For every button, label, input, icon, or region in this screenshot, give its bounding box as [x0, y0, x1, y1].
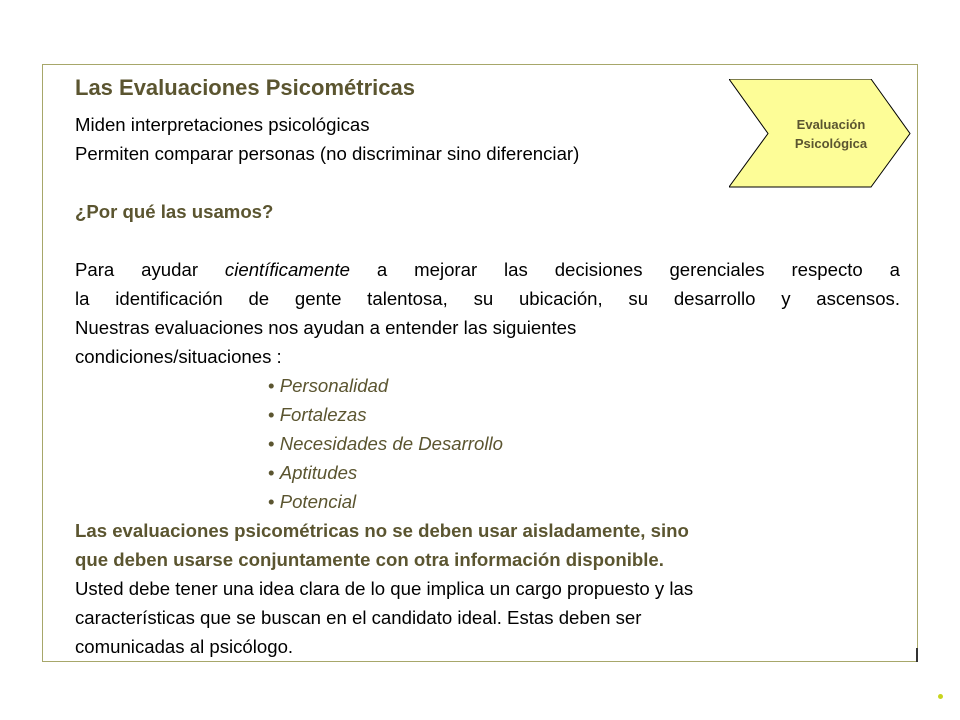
condition-item: • Potencial — [268, 487, 900, 516]
closing-line-1: Usted debe tener una idea clara de lo que implica un cargo propuesto y las — [75, 578, 694, 599]
warning-line-2: que deben usarse conjuntamente con otra información disponible. — [75, 549, 664, 570]
condition-item: • Fortalezas — [268, 400, 900, 429]
frame-corner-mark — [916, 648, 918, 662]
badge-line-1: Evaluación — [796, 116, 866, 132]
condition-item: • Necesidades de Desarrollo — [268, 429, 900, 458]
purpose-emphasis: científicamente — [224, 259, 350, 280]
purpose-line-3: Nuestras evaluaciones nos ayudan a entender las siguientes — [75, 317, 577, 338]
closing-line-2: características que se buscan en el candidato ideal. Estas deben ser — [75, 607, 642, 628]
condition-item: • Aptitudes — [268, 458, 900, 487]
purpose-suffix: a mejorar las decisiones gerenciales respecto a — [349, 259, 900, 280]
question-text: ¿Por qué las usamos? — [75, 201, 274, 222]
closing-line-3: comunicadas al psicólogo. — [75, 636, 294, 657]
purpose-line-4: condiciones/situaciones : — [75, 346, 282, 367]
spacer — [75, 226, 900, 255]
intro-line-2: Permiten comparar personas (no discriminar sino diferenciar) — [75, 143, 580, 164]
conditions-list — [75, 371, 900, 516]
purpose-line-1 — [75, 255, 900, 284]
badge-line-2: Psicológica — [794, 135, 868, 151]
intro-line-1: Miden interpretaciones psicológicas — [75, 114, 370, 135]
condition-item: • Personalidad — [268, 371, 900, 400]
corner-dot — [938, 694, 943, 699]
purpose-line-2: la identificación de gente talentosa, su ubicación, su desarrollo y ascensos. — [75, 288, 900, 309]
evaluation-chevron-badge — [729, 79, 911, 188]
slide-title: Las Evaluaciones Psicométricas — [75, 75, 415, 100]
warning-line-1: Las evaluaciones psicométricas no se deben usar aisladamente, sino — [75, 520, 689, 541]
purpose-prefix: Para ayudar — [75, 259, 225, 280]
question-heading — [75, 197, 900, 226]
badge-label — [729, 79, 911, 188]
